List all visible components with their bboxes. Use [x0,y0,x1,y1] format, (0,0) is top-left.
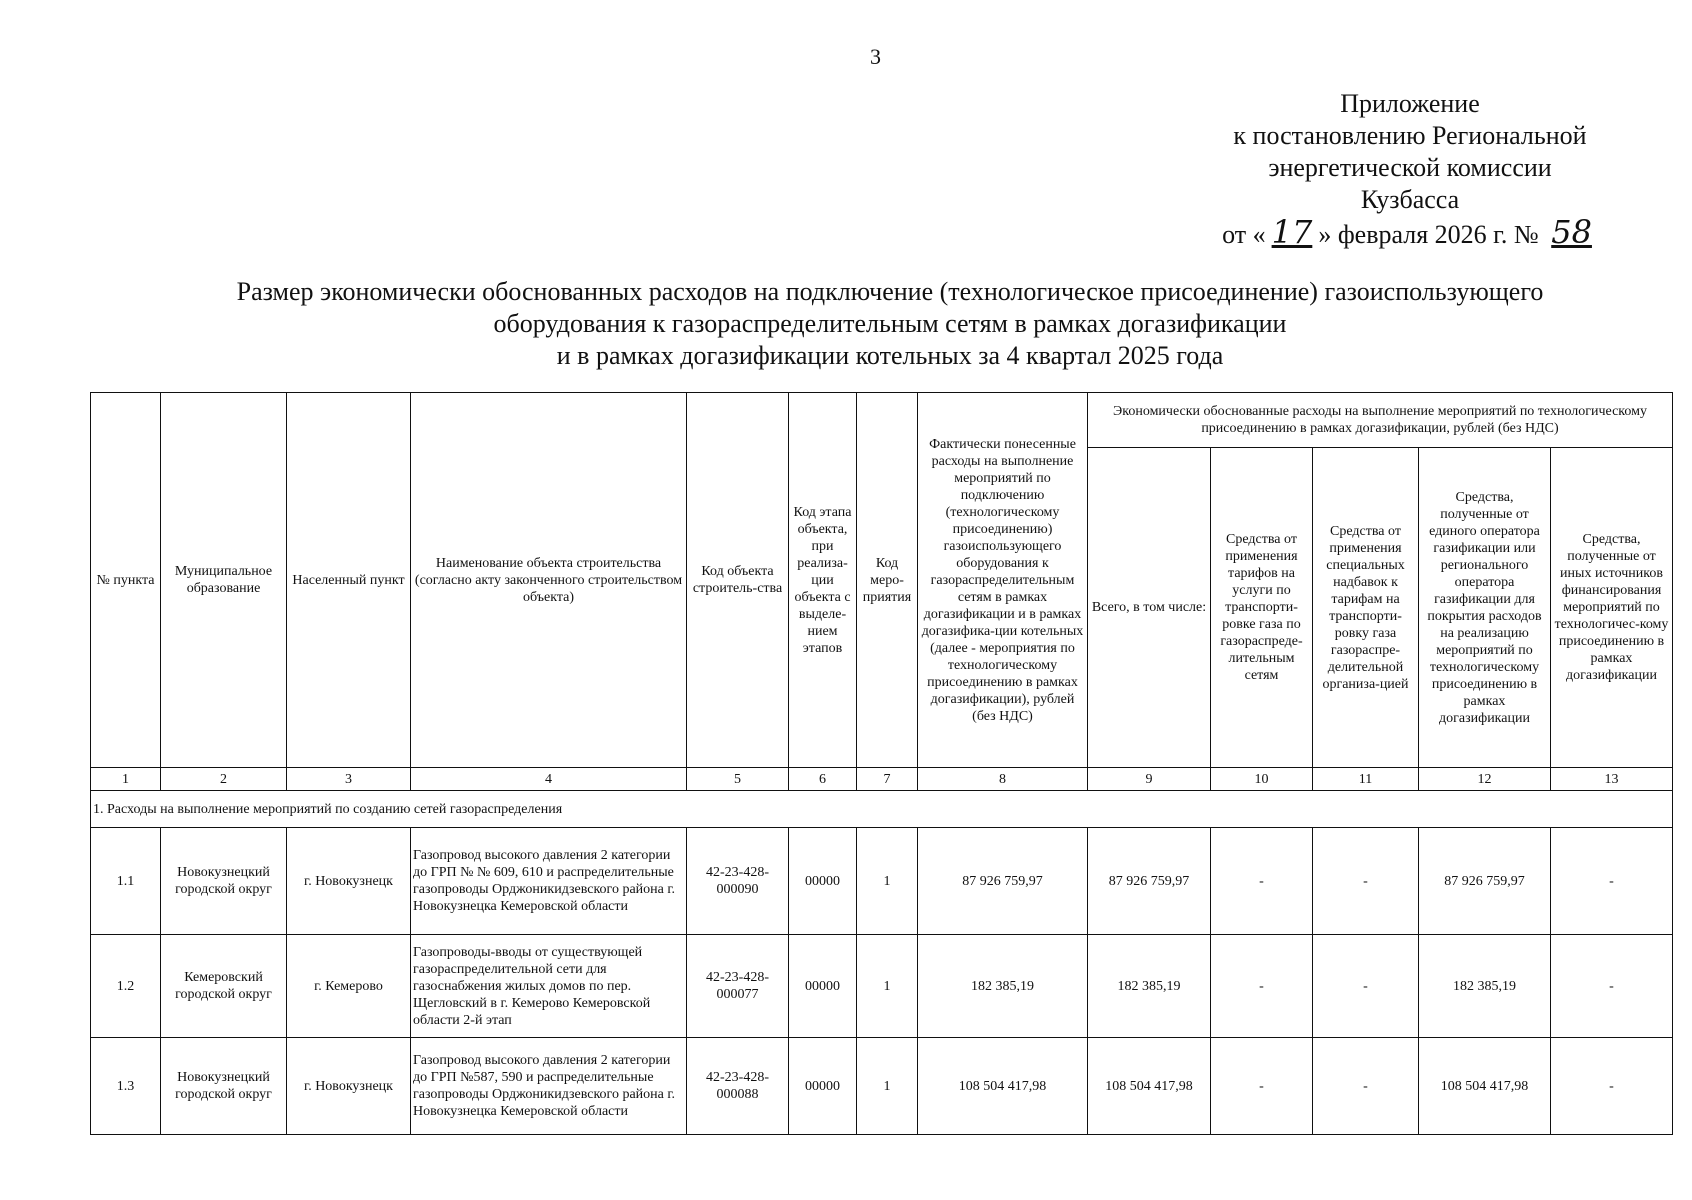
column-number: 11 [1313,768,1419,791]
cell-municipality: Кемеровский городской округ [161,935,287,1038]
cell-total: 87 926 759,97 [1088,828,1211,935]
cell-event-code: 1 [857,1038,918,1135]
cell-object-code: 42-23-428-000090 [687,828,789,935]
cell-other-sources: - [1551,828,1673,935]
header-operator-funds: Средства, полученные от единого оператора газификации или регионального оператора газификации для покрытия расходов на реализацию мероприятий по технологическому присоединению в рамках догазификации [1419,448,1551,768]
column-number: 10 [1211,768,1313,791]
header-event-code: Код меро-приятия [857,393,918,768]
column-number: 8 [918,768,1088,791]
header-total: Всего, в том числе: [1088,448,1211,768]
cell-actual-expenses: 87 926 759,97 [918,828,1088,935]
cell-stage-code: 00000 [789,935,857,1038]
decree-number-handwritten: 58 [1551,213,1592,251]
header-tariffs: Средства от применения тарифов на услуги по транспорти-ровке газа по газораспреде-лительным сетям [1211,448,1313,768]
cell-item-number: 1.1 [91,828,161,935]
table-row [91,935,1673,1038]
cell-other-sources: - [1551,1038,1673,1135]
cell-operator-funds: 182 385,19 [1419,935,1551,1038]
column-number: 4 [411,768,687,791]
cell-municipality: Новокузнецкий городской округ [161,1038,287,1135]
cell-total: 182 385,19 [1088,935,1211,1038]
column-number: 1 [91,768,161,791]
header-other-sources: Средства, полученные от иных источников финансирования мероприятий по технологичес-кому присоединению в рамках догазификации [1551,448,1673,768]
cell-event-code: 1 [857,828,918,935]
cell-tariffs: - [1211,935,1313,1038]
cell-stage-code: 00000 [789,828,857,935]
title-line-2: оборудования к газораспределительным сетям в рамках догазификации [493,309,1287,338]
cell-surcharges: - [1313,1038,1419,1135]
cell-object-name: Газопровод высокого давления 2 категории до ГРП № № 609, 610 и распределительные газопроводы Орджоникидзевского района г. Новокузнецка Кемеровской области [411,828,687,935]
cell-item-number: 1.2 [91,935,161,1038]
section-row [91,791,1673,828]
column-number-row [91,768,1673,791]
table-row [91,1038,1673,1135]
cell-object-code: 42-23-428-000088 [687,1038,789,1135]
cell-locality: г. Новокузнецк [287,828,411,935]
header-object-name: Наименование объекта строительства (согласно акту законченного строительством объекта) [411,393,687,768]
document-title [90,276,1690,372]
header-economic-expenses-group: Экономически обоснованные расходы на выполнение мероприятий по технологическому присоединению в рамках догазификации, рублей (без НДС) [1088,393,1673,448]
cell-actual-expenses: 108 504 417,98 [918,1038,1088,1135]
cell-municipality: Новокузнецкий городской округ [161,828,287,935]
cell-operator-funds: 108 504 417,98 [1419,1038,1551,1135]
cell-surcharges: - [1313,935,1419,1038]
column-number: 5 [687,768,789,791]
appendix-date-line [1180,213,1640,251]
header-item-number: № пункта [91,393,161,768]
title-line-1: Размер экономически обоснованных расходов на подключение (технологическое присоединение) газоиспользующего [236,277,1544,306]
appendix-line-3: энергетической комиссии [1268,153,1552,182]
cell-object-name: Газопроводы-вводы от существующей газораспределительной сети для газоснабжения жилых домов по пер. Щегловский в г. Кемерово Кемеровской области 2-й этап [411,935,687,1038]
header-row-1 [91,393,1673,448]
appendix-line-2: к постановлению Региональной [1233,121,1587,150]
column-number: 6 [789,768,857,791]
title-line-3: и в рамках догазификации котельных за 4 квартал 2025 года [556,341,1224,370]
section-title: 1. Расходы на выполнение мероприятий по созданию сетей газораспределения [91,791,1673,828]
appendix-block [1180,88,1640,251]
header-stage-code: Код этапа объекта, при реализа-ции объекта с выделе-нием этапов [789,393,857,768]
header-actual-expenses: Фактически понесенные расходы на выполнение мероприятий по подключению (технологическому присоединению) газоиспользующего оборудования к газораспределительным сетям в рамках догазификации и в рамках догазифика-ции котельных (далее - мероприятия по технологическому присоединению в рамках догазификации), рублей (без НДС) [918,393,1088,768]
cell-surcharges: - [1313,828,1419,935]
cell-total: 108 504 417,98 [1088,1038,1211,1135]
cell-tariffs: - [1211,828,1313,935]
header-municipality: Муниципальное образование [161,393,287,768]
date-mid: » февраля 2026 г. № [1318,220,1539,249]
column-number: 7 [857,768,918,791]
table-row [91,828,1673,935]
cell-locality: г. Новокузнецк [287,1038,411,1135]
header-object-code: Код объекта строитель-ства [687,393,789,768]
cell-actual-expenses: 182 385,19 [918,935,1088,1038]
date-day-handwritten: 17 [1271,213,1313,251]
column-number: 3 [287,768,411,791]
cell-tariffs: - [1211,1038,1313,1135]
column-number: 2 [161,768,287,791]
cell-object-name: Газопровод высокого давления 2 категории до ГРП №587, 590 и распределительные газопроводы Орджоникидзевского района г. Новокузнецка Кемеровской области [411,1038,687,1135]
appendix-line-1: Приложение [1340,89,1480,118]
cell-event-code: 1 [857,935,918,1038]
cell-locality: г. Кемерово [287,935,411,1038]
cell-object-code: 42-23-428-000077 [687,935,789,1038]
expenses-table [90,392,1673,1135]
appendix-line-4: Кузбасса [1360,185,1460,214]
date-prefix: от « [1222,220,1266,249]
header-locality: Населенный пункт [287,393,411,768]
column-number: 9 [1088,768,1211,791]
page-number: 3 [870,44,881,69]
cell-item-number: 1.3 [91,1038,161,1135]
cell-operator-funds: 87 926 759,97 [1419,828,1551,935]
column-number: 12 [1419,768,1551,791]
cell-stage-code: 00000 [789,1038,857,1135]
column-number: 13 [1551,768,1673,791]
cell-other-sources: - [1551,935,1673,1038]
header-surcharges: Средства от применения специальных надбавок к тарифам на транспорти-ровку газа газораспре-делительной организа-цией [1313,448,1419,768]
